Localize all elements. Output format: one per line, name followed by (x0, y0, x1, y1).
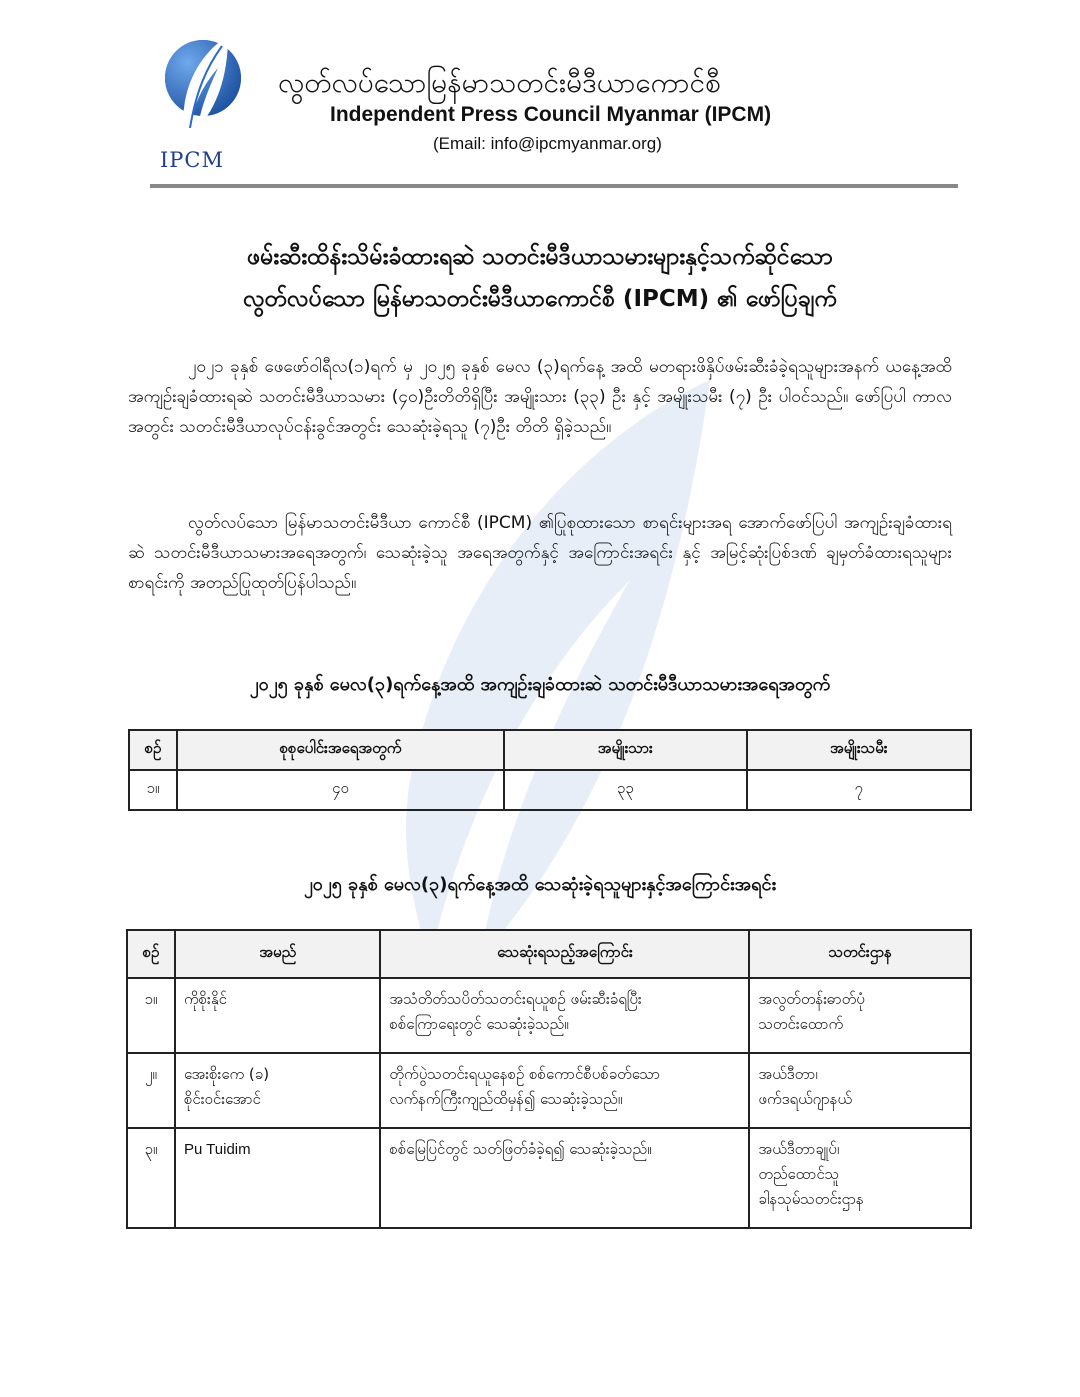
agency-line: ဖက်ဒရယ်ဂျာနယ် (758, 1090, 853, 1108)
detained-count-table (128, 729, 972, 811)
table-row (129, 770, 971, 810)
agency-line: အလွတ်တန်းဓာတ်ပုံ (758, 990, 865, 1008)
heading-line-2: လွတ်လပ်သော မြန်မာသတင်းမီဒီယာကောင်စီ (IPCM) ၏ ဖော်ပြချက် (243, 286, 837, 312)
statement-heading (128, 236, 952, 320)
paragraph-1: ၂၀၂၁ ခုနှစ် ဖေဖော်ဝါရီလ(၁)ရက် မှ ၂၀၂၅ ခုနှစ် မေလ (၃)ရက်နေ့ အထိ မတရားဖိနှိပ်ဖမ်းဆီးခံခဲ့ရသူများအနက် ယနေ့အထိ အကျဉ်းချခံထားရဆဲ သတင်းမီဒီယာသမား (၄၀)ဦးတိတိရှိပြီး အမျိုးသား (၃၃) ဦး နှင့် အမျိုးသမီး (၇) ဦး ပါဝင်သည်။ ဖော်ပြပါ ကာလအတွင်း သတင်းမီဒီယာလုပ်ငန်းခွင်အတွင်း သေဆုံးခဲ့ရသူ (၇)ဦး တိတိ ရှိခဲ့သည်။ (128, 357, 952, 437)
col-header: စဉ် (127, 930, 175, 978)
agency-line: အယ်ဒီတာ၊ (758, 1065, 818, 1083)
name-line: Pu Tuidim (183, 1141, 251, 1158)
agency-line: အယ်ဒီတာချုပ်၊ (758, 1140, 840, 1158)
cell-agency (749, 1128, 971, 1228)
table1-title: ၂၀၂၅ ခုနှစ် မေလ(၃)ရက်နေ့အထိ အကျဉ်းချခံထားဆဲ သတင်းမီဒီယာသမားအရေအတွက် (249, 674, 831, 695)
cell-no: ၁။ (127, 978, 175, 1053)
deceased-table (126, 929, 972, 1229)
cell-female: ၇ (747, 770, 972, 810)
col-header: သေဆုံးရသည့်အကြောင်း (380, 930, 749, 978)
table-row (127, 978, 971, 1053)
org-name-myanmar: လွတ်လပ်သောမြန်မာသတင်းမီဒီယာကောင်စီ (278, 66, 721, 99)
letterhead (150, 28, 960, 188)
col-header: အမျိုးသမီး (747, 730, 972, 770)
col-header: စုစုပေါင်းအရေအတွက် (177, 730, 504, 770)
table2-title: ၂၀၂၅ ခုနှစ် မေလ(၃)ရက်နေ့အထိ သေဆုံးခဲ့ရသူများနှင့်အကြောင်းအရင်း (303, 874, 777, 895)
ipcm-feather-logo-icon (158, 28, 248, 148)
name-line: အေးစိုးကေ (ခ) (183, 1065, 270, 1083)
agency-line: တည်ထောင်သူ (758, 1165, 840, 1183)
reason-line: လက်နက်ကြီးကျည်ထိမှန်၍ သေဆုံးခဲ့သည်။ (389, 1090, 623, 1108)
org-email: (Email: info@ipcmyanmar.org) (433, 134, 662, 153)
table-header-row (129, 730, 971, 770)
reason-line: အသံတိတ်သပိတ်သတင်းရယူစဉ် ဖမ်းဆီးခံရပြီး (389, 990, 642, 1008)
heading-line-1: ဖမ်းဆီးထိန်းသိမ်းခံထားရဆဲ သတင်းမီဒီယာသမားများနှင့်သက်ဆိုင်သော (247, 244, 833, 270)
cell-reason (380, 1053, 749, 1128)
table-header-row (127, 930, 971, 978)
name-line: စိုင်းဝင်းအောင် (183, 1090, 261, 1108)
reason-line: စစ်ကြောရေးတွင် သေဆုံးခဲ့သည်။ (389, 1015, 569, 1033)
col-header: စဉ် (129, 730, 177, 770)
cell-name (175, 1053, 380, 1128)
cell-reason (380, 978, 749, 1053)
col-header: အမည် (175, 930, 380, 978)
cell-no: ၂။ (127, 1053, 175, 1128)
agency-line: ခါနသုမ်သတင်းဌာန (758, 1190, 864, 1208)
table-row (127, 1128, 971, 1228)
cell-reason (380, 1128, 749, 1228)
header-divider (150, 184, 958, 188)
cell-name (175, 978, 380, 1053)
logo-text: IPCM (160, 148, 224, 172)
cell-male: ၃၃ (504, 770, 746, 810)
cell-name (175, 1128, 380, 1228)
reason-line: စစ်မြေပြင်တွင် သတ်ဖြတ်ခံခဲ့ရ၍ သေဆုံးခဲ့သည်။ (389, 1140, 652, 1158)
paragraph-2: လွတ်လပ်သော မြန်မာသတင်းမီဒီယာ ကောင်စီ (IPCM) ၏ပြုစုထားသော စာရင်းများအရ အောက်ဖော်ပြပါ အကျဉ်းချခံထားရဆဲ သတင်းမီဒီယာသမားအရေအတွက်၊ သေဆုံးခဲ့သူ အရေအတွက်နှင့် အကြောင်းအရင်း နှင့် အမြင့်ဆုံးပြစ်ဒဏ် ချမှတ်ခံထားရသူများ စာရင်းကို အတည်ပြုထုတ်ပြန်ပါသည်။ (128, 513, 952, 593)
cell-total: ၄၀ (177, 770, 504, 810)
cell-agency (749, 1053, 971, 1128)
org-name-english: Independent Press Council Myanmar (IPCM) (330, 103, 772, 126)
reason-line: တိုက်ပွဲသတင်းရယူနေစဉ် စစ်ကောင်စီပစ်ခတ်သော (389, 1065, 660, 1083)
agency-line: သတင်းထောက် (758, 1015, 844, 1033)
cell-no: ၃။ (127, 1128, 175, 1228)
table-row (127, 1053, 971, 1128)
cell-no: ၁။ (129, 770, 177, 810)
name-line: ကိုစိုးနိုင် (183, 990, 227, 1008)
col-header: အမျိုးသား (504, 730, 746, 770)
cell-agency (749, 978, 971, 1053)
col-header: သတင်းဌာန (749, 930, 971, 978)
